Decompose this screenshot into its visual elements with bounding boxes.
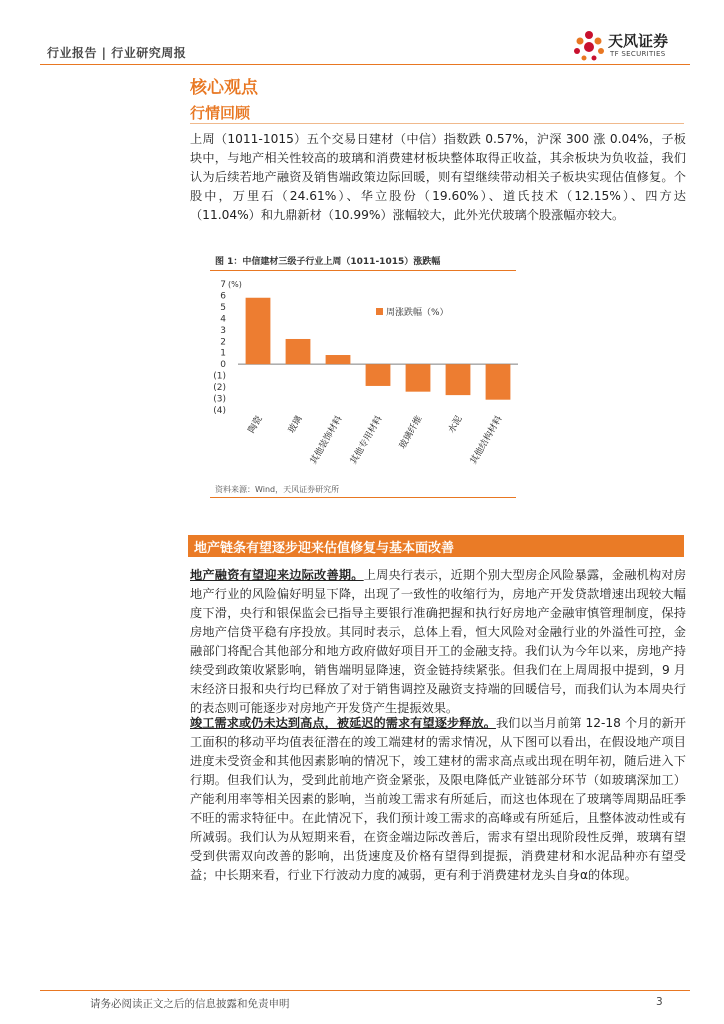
x-category-label: 陶瓷 xyxy=(246,414,265,436)
paragraph-lead: 竣工需求或仍未达到高点，被延迟的需求有望逐步释放。 xyxy=(190,716,496,730)
x-category-label: 其他装饰材料 xyxy=(308,414,345,467)
sub-heading-divider xyxy=(190,123,684,124)
y-tick-label: (1) xyxy=(213,371,226,382)
footer-divider xyxy=(40,990,690,991)
legend-swatch xyxy=(376,308,383,315)
x-category-label: 玻璃纤维 xyxy=(397,414,425,451)
figure-title: 图 1：中信建材三级子行业上周（1011-1015）涨跌幅 xyxy=(215,257,441,267)
y-tick-label: 5 xyxy=(220,302,226,313)
report-type-label: 行业报告 | 行业研究周报 xyxy=(47,46,187,60)
y-tick-label: (3) xyxy=(213,394,226,405)
y-tick-label: 3 xyxy=(220,325,226,336)
section-header-bar xyxy=(188,535,684,557)
market-review-paragraph: 上周（1011-1015）五个交易日建材（中信）指数跌 0.57%，沪深 300 涨 0.04%，子板块中，与地产相关性较高的玻璃和消费建材板块整体取得正收益，其余板块为负收益，我们认为后续若地产融资及销售端政策边际回暖，则有望继续带动相关子板块实现估值修复。个股中，万里石（24.61%）、华立股份（19.60%）、道氏技术（12.15%）、四方达（11.04%）和九鼎新材（10.99%）涨幅较大，此外光伏玻璃个股涨幅亦较大。 xyxy=(190,132,686,222)
bar xyxy=(486,364,511,400)
y-axis-tick-labels xyxy=(213,280,226,416)
y-tick-label: 2 xyxy=(220,337,226,348)
header-divider xyxy=(40,64,690,65)
sub-heading: 行情回顾 xyxy=(190,104,251,122)
y-tick-label: (4) xyxy=(213,406,226,416)
x-category-label: 水泥 xyxy=(446,414,465,436)
main-heading: 核心观点 xyxy=(190,78,258,98)
company-logo-icon xyxy=(572,30,606,62)
x-category-label: 其他专用材料 xyxy=(348,414,385,467)
paragraph-lead: 地产融资有望迎来边际改善期。 xyxy=(190,568,364,582)
y-axis-unit: (%) xyxy=(228,280,242,289)
figure-source: 资料来源：Wind，天风证券研究所 xyxy=(215,485,340,494)
y-tick-label: 6 xyxy=(220,291,226,302)
footer-disclaimer: 请务必阅读正文之后的信息披露和免责申明 xyxy=(90,998,290,1010)
paragraph-body: 我们以当月前第 12-18 个月的新开工面积的移动平均值表征潜在的竣工端建材的需求情况，从下图可以看出，在假设地产项目进度未受资金和其他因素影响的情况下，竣工建材的需求高点或出现在明年初，随后进入下行期。但我们认为，受到此前地产资金紧张，及限电降低产业链部分环节（如玻璃深加工）产能利用率等相关因素的影响，当前竣工需求有所延后，而这也体现在了玻璃等周期品旺季不旺的需求特征中。在此情况下，我们预计竣工需求的高峰或有所延后，且整体波动性或有所减弱。我们认为从短期来看，在资金端边际改善后，需求有望出现阶段性反弹，玻璃有望受到供需双向改善的影响，出货速度及价格有望得到提振，消费建材和水泥品种亦有望受益；中长期来看，行业下行波动力度的减弱，更有利于消费建材龙头自身α的体现。 xyxy=(190,716,686,882)
y-tick-label: (2) xyxy=(213,383,226,394)
paragraph-body: 上周央行表示，近期个别大型房企风险暴露，金融机构对房地产行业的风险偏好明显下降，出现了一致性的收缩行为，房地产开发贷款增速出现较大幅度下滑，央行和银保监会已指导主要银行准确把握和执行好房地产金融审慎管理制度，保持房地产信贷平稳有序投放。其同时表示，总体上看，恒大风险对金融行业的外溢性可控，金融部门将配合其他部分和地方政府做好项目开工的金融支持。我们认为今年以来，房地产持续受到政策收紧影响，销售端明显降速，资金链持续紧张。但我们在上周周报中提到，9 月末经济日报和央行均已释放了对于销售调控及融资支持端的回暖信号，而我们认为本周央行的表态则可能逐步对房地产开发贷产生提振效果。 xyxy=(190,568,687,715)
page-number: 3 xyxy=(656,996,663,1008)
y-tick-label: 1 xyxy=(220,348,226,359)
bar xyxy=(326,355,351,364)
section-title: 地产链条有望逐步迎来估值修复与基本面改善 xyxy=(194,541,455,556)
company-logo-subtitle: TF SECURITIES xyxy=(610,50,666,58)
figure-bottom-divider xyxy=(210,497,516,498)
completion-demand-paragraph xyxy=(190,714,686,885)
company-logo-name: 天风证券 xyxy=(608,32,669,50)
bar xyxy=(406,364,431,391)
legend-label: 周涨跌幅（%） xyxy=(386,308,449,318)
subsector-change-bar-chart xyxy=(208,272,524,482)
y-tick-label: 0 xyxy=(220,360,226,371)
bar xyxy=(446,364,471,395)
x-axis-category-labels xyxy=(245,414,504,467)
real-estate-financing-paragraph xyxy=(190,566,686,718)
bar xyxy=(286,339,311,364)
figure-top-divider xyxy=(210,270,516,271)
y-tick-label: 7 xyxy=(220,280,226,290)
x-category-label: 其他结构材料 xyxy=(468,414,505,467)
bar xyxy=(366,364,391,386)
y-tick-label: 4 xyxy=(220,314,226,325)
bar xyxy=(246,298,271,364)
x-category-label: 玻璃 xyxy=(286,414,305,436)
